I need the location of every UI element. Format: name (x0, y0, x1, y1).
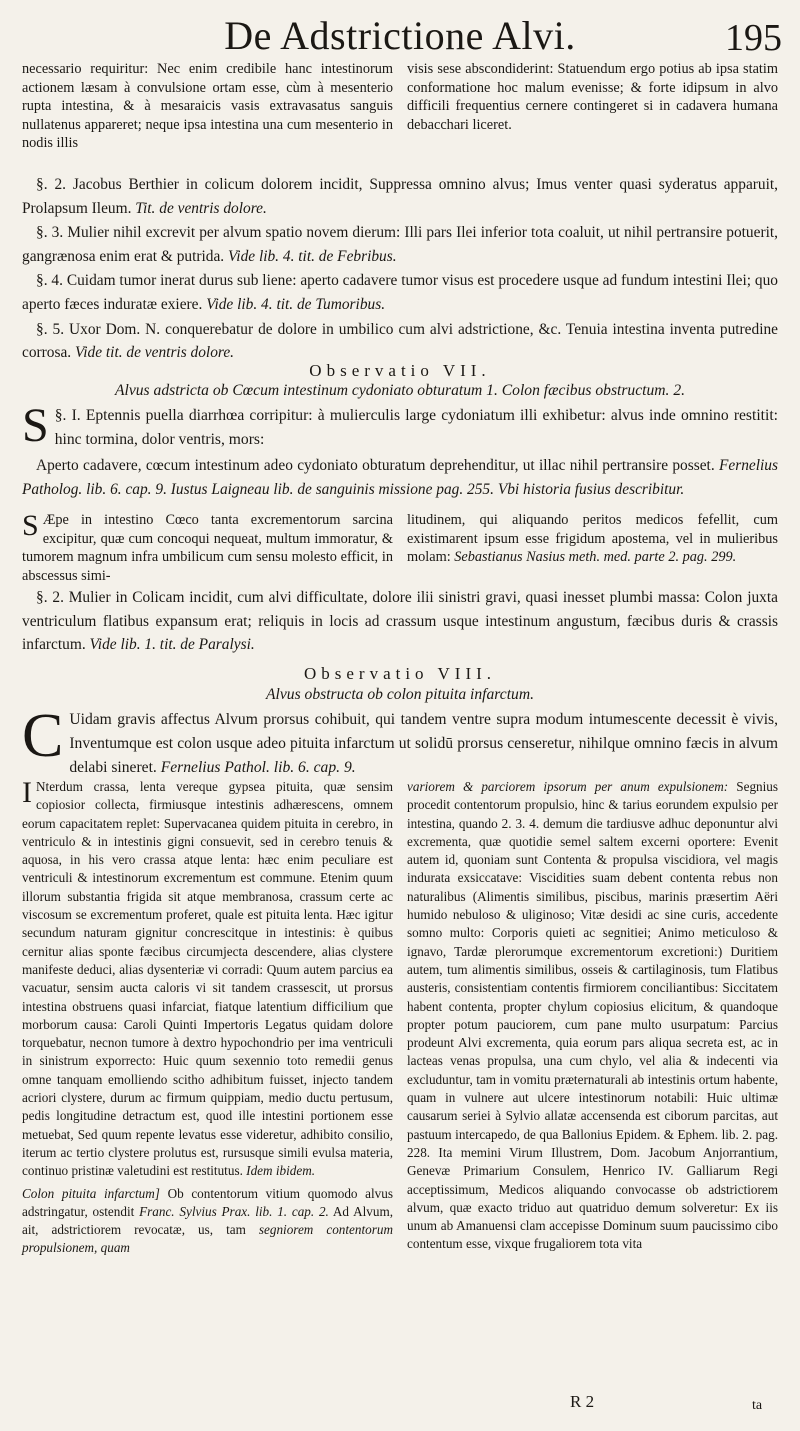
catchword: ta (752, 1398, 763, 1413)
note-left-column: S Æpe in intestino Cœco tanta excrementorum sarcina excipitur, quæ cum concoqui nequeat, multum immoratur, & tumorem magnum infra umbilicum cum sensu molesto efficit, in abscessus simi- (22, 509, 393, 584)
observation-8-body: C Uidam gravis affectus Alvum prorsus cohibuit, qui tandem ventre supra modum intumescente decessit è vivis, Inventumque est colon usque adeo pituita infarctum ut solidū prorsus censeretur, nihilque omnino fæcis in alvum delabi sineret. Fernelius Pathol. lib. 6. cap. 9. (22, 702, 778, 776)
section-4: §. 4. Cuidam tumor inerat durus sub liene: aperto cadavere tumor visus est procedere usque ad fundum intestini Ilei; quo aperto fæces induratæ exiere. Vide lib. 4. tit. de Tumoribus. (22, 272, 778, 313)
drop-cap: I (22, 776, 32, 809)
section-mark: §. I. (54, 407, 81, 424)
signature-mark: R 2 (570, 1392, 595, 1411)
drop-cap: S (22, 509, 39, 542)
drop-cap: S (22, 399, 49, 452)
observation-7-title: Observatio VII. (309, 361, 491, 380)
observation-8-subtitle: Alvus obstructa ob colon pituita infarctum. (266, 686, 534, 703)
note-right-column: litudinem, qui aliquando peritos medicos fefellit, cum existimarent ipsum esse frigidum apostema, vel in mulieribus molam: Sebastianus Nasius meth. med. parte 2. pag. 299. (407, 512, 778, 566)
section-3: §. 3. Mulier nihil excrevit per alvum spatio novem dierum: Illi pars Ilei inferior tota coaluit, ut nihil pertransire potuerit, gangrænosa enim erat & putrida. Vide lib. 4. tit. de Febribus. (22, 224, 778, 265)
page-header (0, 10, 800, 66)
top-right-column (407, 60, 778, 160)
top-left-column (22, 60, 393, 160)
paragraph: visis sese abscondiderint: Statuendum ergo potius ab ipsa statim conformatione hoc malum evenisse; & forte idipsum in alvo difficili frequentius cernere contingeret si in cadavera humana debacchari liceret. (407, 61, 778, 133)
running-title: De Adstrictione Alvi. (224, 13, 576, 58)
section-5: §. 5. Uxor Dom. N. conquerebatur de dolore in umbilico cum alvi adstrictione, &c. Tenuia intestina inventa putredine corrosa. Vide tit. de ventris dolore. (22, 320, 778, 362)
top-columns (22, 60, 778, 160)
bottom-columns (22, 778, 778, 1390)
obs7-paragraph-1: §. I. S Eptennis puella diarrhœa corripitur: à mulierculis large cydoniatum illi exhibetur: alvus inde omnino restitit: hinc tormina, dolor ventris, mors: (22, 399, 778, 452)
bottom-left-column: I Nterdum crassa, lenta vereque gypsea pituita, quæ sensim copiosior collecta, firmiusque intestinis adhærescens, omnem eorum capacitatem replet: Supervacanea quidem pituita in cerebro, in ventriculo & in intestinis gigni consuevit, sed in cerebro tenuis & aquosa, in his vero crassa atque lenta: hæc enim peculiare est ventriculi & intestinorum excrementum est commune. Etenim quum illorum substantia frigida sit atque membranosa, crassum certe ac viscosum se excrementum proferet, quale est pituita lenta. Hæc igitur secundum naturam gignitur concrescitque in intestinis: è quibus cernitur alias sponte fæcibus circumjecta descendere, alias clystere manifeste deduci, alias dysenteriæ vi corradi: Quum autem parcius ea vacuatur, sensim aucta caloris vi sit tandem crassescit, ut prorsus intestina obstruens quasi infarciat, fiatque latentium difficilium que morborum causa: Caroli Quinti Impertoris Legatus quidam dolore torquebatur, necnon tumore à dextro hypochondrio per ima ventriculi in sinistrum exporrecto: Huic quum sexennio toto remedii genus omne tanquam emolliendo scitho adhibitum fuisset, injecto tandem acriori clystere, durum ac firmum quippiam, medio ductu pertusum, pedis longitudine detractum est, quod ille intestini portionem esse metuebat, Sed quum repente levatus esse videretur, adhibito consilio, iterum ac tertio clystere prolutus est, rursusque simili evulsa materia, continuo pristinæ valetudini est restitutus. Idem ibidem. Colon pituita infarctum] Ob contentorum vitium quomodo alvus adstringatur, ostendit Franc. Sylvius Prax. lib. 1. cap. 2. Ad Alvum, ait, adstrictiorem revocatæ, us, tam segniorem contentorum propulsionem, quam (22, 776, 394, 1256)
observation-7-body (22, 399, 778, 502)
observation-8-title: Observatio VIII. (303, 664, 497, 683)
obs7-section-2: §. 2. Mulier in Colicam incidit, cum alvi difficultate, dolore ilii sinistri gravi, quasi inesset plumbi massa: Colon juxta ventriculum flatibus expansum erat; reliquis in locis ad crassum usque intestinum angustum, fæcibus duris & crassis infarctum. Vide lib. 1. tit. de Paralysi. (22, 589, 778, 654)
obs7-paragraph-2: Aperto cadavere, cœcum intestinum adeo cydoniato obturatum deprehenditur, ut illac nihil pertransire posset. Fernelius Patholog. lib. 6. cap. 9. Iustus Laigneau lib. de sanguinis missione pag. 255. Vbi historia fusius describitur. (22, 457, 778, 498)
observation-7-subtitle: Alvus adstricta ob Cœcum intestinum cydoniato obturatum 1. Colon fæcibus obstructum. 2. (114, 382, 686, 399)
section-2: §. 2. Jacobus Berthier in colicum dolorem incidit, Suppressa omnino alvus; Imus venter quasi syderatus apparuit, Prolapsum Ileum. Tit. de ventris dolore. (22, 176, 778, 217)
drop-cap: C (22, 702, 64, 770)
sections-block (22, 173, 778, 366)
page-number: 195 (725, 17, 782, 59)
bottom-right-column: variorem & parciorem ipsorum per anum expulsionem: Segnius procedit contentorum propulsio, hinc & tarius eorundem expulsio per intestina, quando 2. 3. 4. demum die tardiusve adhuc deponuntur alvi excrementa, quæ quotidie semel saltem excerni oportere: Evenit autem id, quoniam sunt Contenta & propulsa viscidiora, vel magis indurata exsiccatave: Viscidities suam debent contenta rebus non naturalibus (Alimentis similibus, piscibus, marinis præsertim Aëri humido nebuloso & uliginoso; Vitæ desidi ac sine curis, accedente somno multo: Corporis quieti ac segnitiei; Animo meticuloso & ignavo, Tardæ plerorumque excrementorum excretioni:) Duritiem autem, tum alimentis similibus, osseis & cartilaginosis, tum Flatibus austeris, consistentiam contentis firmiorem conciliantibus: Siccitatem habent contenta, propter chylum copiosius elicitum, & quandoque propter potum pauciorem, cum pane multo usurpatum: Parcius prodeunt Alvi excrementa, quia eorum pars aliqua secreta est, ac in lacteas venas propulsa, una cum chylo, vel alia & indecenti via excluduntur, tam in vomitu præternaturali ab intestinis ortum habente, quam in vulnere aut ulcere intestinorum notabili: Huic ultimæ causarum seriei à Sylvio allatæ accensenda est ciborum parcitas, aut pastuum intercapedo, de qua Ballonius Epidem. & Ephem. lib. 2. pag. 228. Ita memini Virum Illustrem, Dom. Jacobum Anjorrantium, Genevæ Primarium Consulem, Henrico IV. Galliarum Regi acceptissimum, Medicos aliquando convocasse ob adstrictiorem alvum, quæ exacto triduo aut quatriduo demum solveretur: Ex iis unum ab Amanuensi clam accepisse Dominum suum paucissimo cibo contentum esse, vixque frugaliorem tota vita (407, 779, 779, 1252)
paragraph: necessario requiritur: Nec enim credibile hanc intestinorum actionem læsam à convulsione ortam esse, cùm à mesenterio rupta intestina, & à mesaraicis vasis extravasatus sanguis nullatenus appareret; neque ipsa intestina una cum mesenterio in nodis illis (22, 61, 393, 152)
